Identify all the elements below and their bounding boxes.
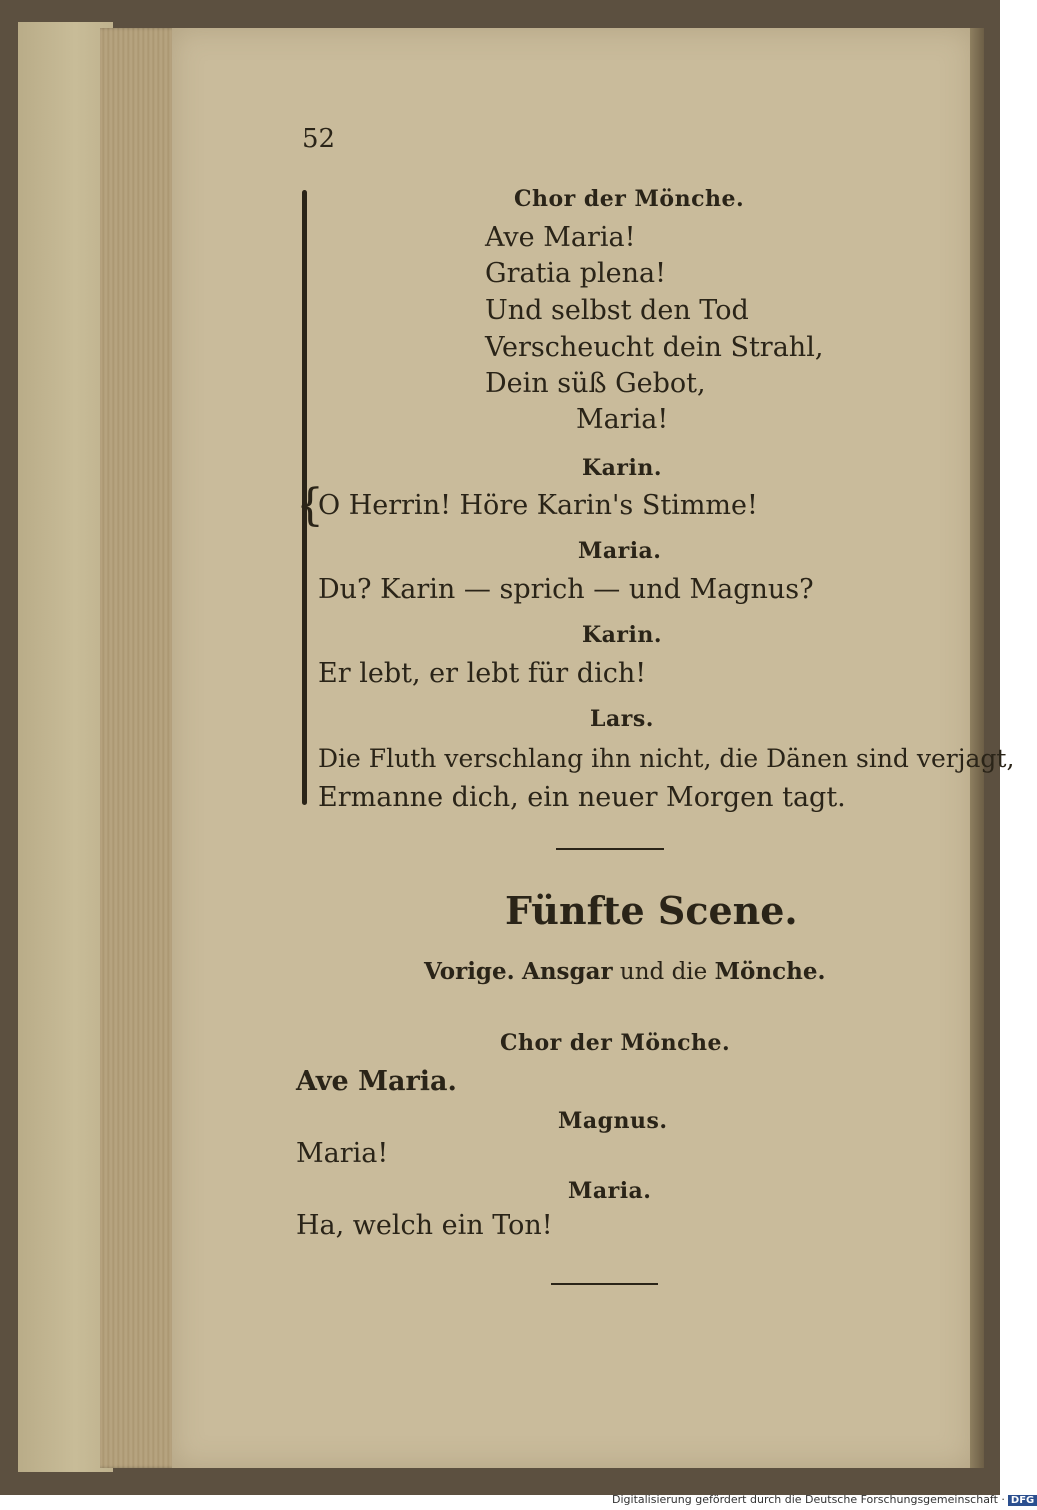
dfg-logo: DFG	[1008, 1495, 1037, 1506]
speaker-karin: Karin.	[582, 622, 662, 648]
section-divider	[556, 848, 664, 850]
line-lars: Ermanne dich, ein neuer Morgen tagt.	[318, 782, 846, 813]
heading-chor-der-moenche: Chor der Mönche.	[514, 186, 745, 212]
verse-bracket-brace: {	[296, 480, 324, 531]
footer-text: Digitalisierung gefördert durch die Deutsche Forschungsgemeinschaft ·	[612, 1493, 1005, 1506]
verse-line: Ave Maria!	[485, 222, 636, 253]
verse-line: Und selbst den Tod	[485, 295, 749, 326]
heading-chor-der-moenche: Chor der Mönche.	[500, 1030, 731, 1056]
speaker-magnus: Magnus.	[558, 1108, 668, 1134]
left-page-edge	[18, 22, 113, 1472]
line-karin: Er lebt, er lebt für dich!	[318, 658, 647, 689]
line-karin: O Herrin! Höre Karin's Stimme!	[318, 490, 758, 521]
scene-characters-moenche: Mönche.	[714, 958, 826, 985]
speaker-lars: Lars.	[590, 706, 654, 732]
speaker-karin: Karin.	[582, 455, 662, 481]
scene-characters-vorige: Vorige.	[424, 958, 515, 985]
verse-line: Maria!	[576, 404, 669, 435]
scene-characters-und-die: und die	[619, 959, 708, 985]
scene-characters-ansgar: Ansgar	[521, 958, 613, 985]
speaker-maria: Maria.	[568, 1178, 652, 1204]
speaker-maria: Maria.	[578, 538, 662, 564]
verse-line: Gratia plena!	[485, 258, 666, 289]
scene-characters	[424, 958, 825, 985]
end-divider	[551, 1283, 658, 1285]
verse-line: Verscheucht dein Strahl,	[485, 332, 824, 363]
line-lars: Die Fluth verschlang ihn nicht, die Dänen sind verjagt,	[318, 744, 1015, 773]
footer-credit	[612, 1493, 1037, 1506]
line-maria: Du? Karin — sprich — und Magnus?	[318, 574, 814, 605]
line-ave-maria: Ave Maria.	[296, 1066, 457, 1097]
page-number: 52	[302, 124, 336, 154]
line-maria: Ha, welch ein Ton!	[296, 1210, 553, 1241]
line-magnus: Maria!	[296, 1138, 389, 1169]
scene-title: Fünfte Scene.	[505, 888, 798, 933]
page-stack-edge	[100, 28, 176, 1468]
verse-line: Dein süß Gebot,	[485, 368, 706, 399]
